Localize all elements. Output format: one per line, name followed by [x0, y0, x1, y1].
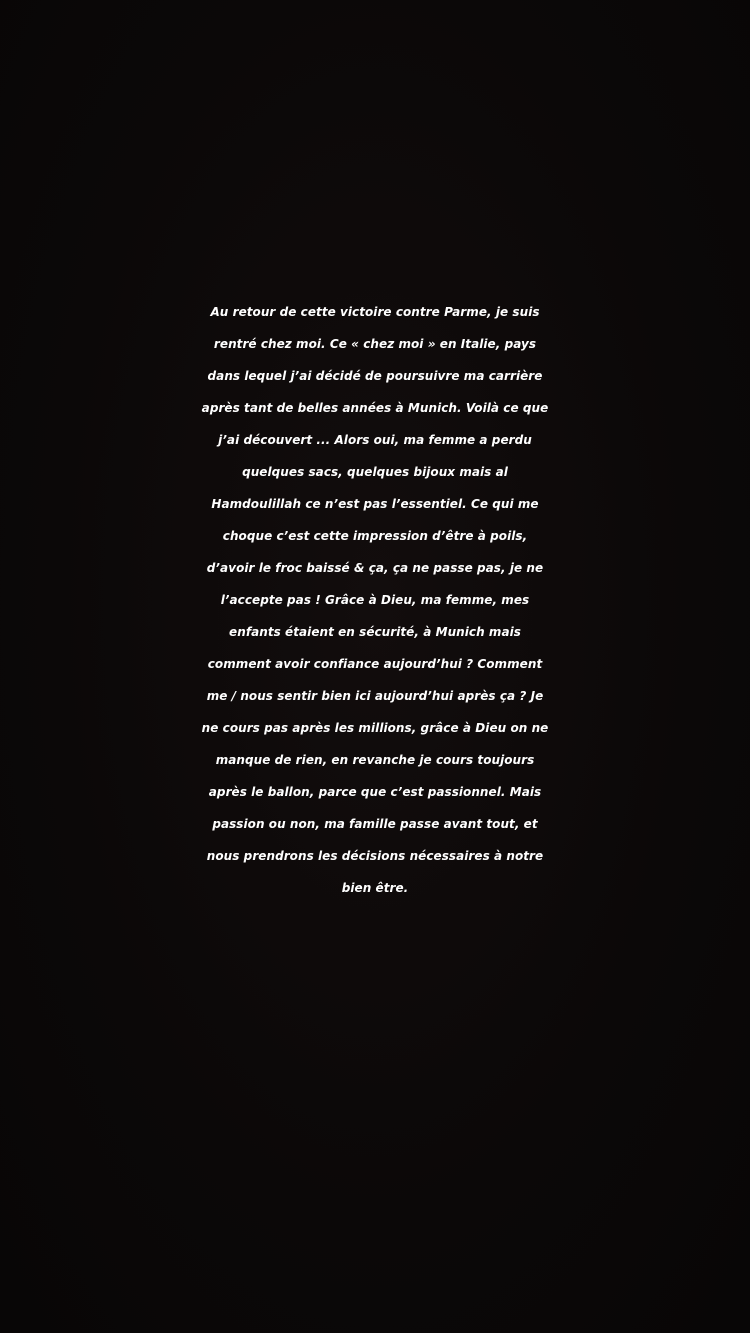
story-line: choque c’est cette impression d’être à poils, [222, 529, 528, 543]
story-message [0, 296, 750, 904]
story-line: me / nous sentir bien ici aujourd’hui après ça ? Je [206, 689, 544, 703]
story-line: Hamdoulillah ce n’est pas l’essentiel. Ce qui me [211, 497, 539, 511]
story-line: Au retour de cette victoire contre Parme, je suis [210, 305, 540, 319]
story-line: bien être. [341, 881, 409, 895]
story-line: d’avoir le froc baissé & ça, ça ne passe pas, je ne [206, 561, 544, 575]
story-line: dans lequel j’ai décidé de poursuivre ma carrière [207, 369, 543, 383]
story-line: ne cours pas après les millions, grâce à Dieu on ne [201, 721, 549, 735]
story-line: manque de rien, en revanche je cours toujours [215, 753, 535, 767]
story-line: l’accepte pas ! Grâce à Dieu, ma femme, mes [220, 593, 530, 607]
story-line: passion ou non, ma famille passe avant tout, et [212, 817, 538, 831]
story-line: comment avoir confiance aujourd’hui ? Comment [207, 657, 543, 671]
story-line: quelques sacs, quelques bijoux mais al [242, 465, 508, 479]
story-line: après le ballon, parce que c’est passionnel. Mais [208, 785, 542, 799]
story-line: nous prendrons les décisions nécessaires à notre [206, 849, 544, 863]
story-line: enfants étaient en sécurité, à Munich mais [229, 625, 521, 639]
story-line: après tant de belles années à Munich. Voilà ce que [201, 401, 549, 415]
story-line: rentré chez moi. Ce « chez moi » en Italie, pays [213, 337, 537, 351]
story-line: j’ai découvert ... Alors oui, ma femme a perdu [218, 433, 532, 447]
